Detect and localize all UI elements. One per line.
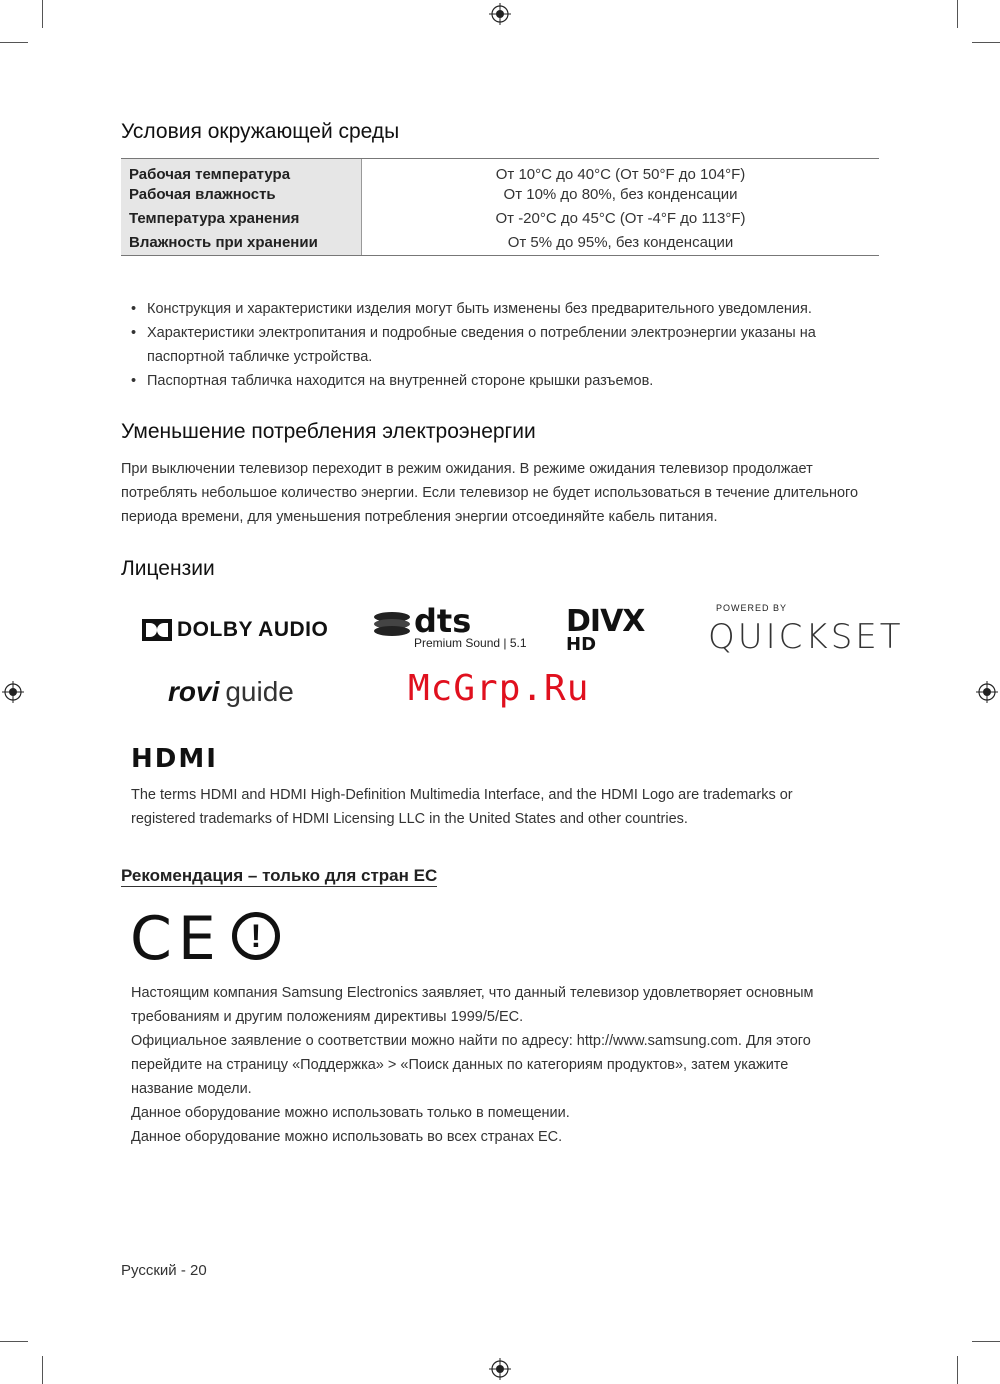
- hdmi-logo: [131, 744, 218, 774]
- rovi-brand: rovi: [168, 676, 220, 707]
- dolby-double-d-icon: [142, 619, 172, 641]
- divx-hd-text: HD: [566, 634, 597, 655]
- row-label: Влажность при хранении: [121, 231, 362, 255]
- crop-mark: [42, 0, 43, 28]
- hdmi-logo-text: HDMI: [131, 744, 218, 774]
- divx-hd-logo: [566, 604, 676, 656]
- eu-line: Официальное заявление о соответствии можно найти по адресу: http://www.samsung.com. Для этого перейдите на страницу «Поддержка» > «Поиск данных по категориям продуктов», затем укажите название модели.: [131, 1033, 811, 1097]
- quickset-powered-by: POWERED BY: [716, 603, 788, 613]
- crop-mark: [957, 0, 958, 28]
- ce-mark: [130, 904, 222, 974]
- hdmi-paragraph: The terms HDMI and HDMI High-Definition Multimedia Interface, and the HDMI Logo are trademarks or registered trademarks of HDMI Licensing LLC in the United States and other countries.: [131, 787, 793, 827]
- list-item: • Паспортная табличка находится на внутренней стороне крышки разъемов.: [131, 369, 871, 393]
- divx-text: DIVX: [566, 604, 645, 639]
- crop-mark: [0, 1341, 28, 1342]
- eu-line: Данное оборудование можно использовать во всех странах ЕС.: [131, 1129, 563, 1145]
- registration-mark-icon: [976, 681, 998, 703]
- row-value: От 10°C до 40°C (От 50°F до 104°F): [495, 166, 746, 183]
- eu-line: Настоящим компания Samsung Electronics заявляет, что данный телевизор удовлетворяет основным требованиям и другим положениям директивы 1999/5/EC.: [131, 985, 814, 1025]
- registration-mark-icon: [489, 3, 511, 25]
- dts-logo: [372, 602, 527, 654]
- row-value: От 10% до 80%, без конденсации: [503, 186, 738, 203]
- quickset-logo: [708, 603, 904, 658]
- alert-mark-text: !: [250, 918, 262, 954]
- table-row: [121, 207, 879, 231]
- environment-table: [121, 158, 879, 256]
- dts-subtitle: Premium Sound | 5.1: [414, 636, 527, 650]
- registration-mark-icon: [2, 681, 24, 703]
- list-item: • Конструкция и характеристики изделия могут быть изменены без предварительного уведомления.: [131, 297, 871, 321]
- list-item: • Характеристики электропитания и подробные сведения о потреблении электроэнергии указаны на паспортной табличке устройства.: [131, 321, 871, 369]
- row-label: Рабочая температура: [121, 159, 362, 183]
- section-title-eu: Рекомендация – только для стран ЕС: [121, 866, 438, 885]
- crop-mark: [957, 1356, 958, 1384]
- row-value: От -20°C до 45°C (От -4°F до 113°F): [495, 210, 746, 227]
- page-footer: Русский - 20: [121, 1262, 207, 1279]
- dolby-audio-logo: [142, 617, 328, 643]
- crop-mark: [42, 1356, 43, 1384]
- table-row: [121, 159, 879, 183]
- section-title-power: Уменьшение потребления электроэнергии: [121, 420, 536, 443]
- watermark: McGrp.Ru: [408, 668, 590, 709]
- table-row: [121, 183, 879, 207]
- crop-mark: [972, 42, 1000, 43]
- quickset-name: QUICKSET: [708, 617, 904, 657]
- section-title-environment: Условия окружающей среды: [121, 120, 400, 143]
- row-label: Рабочая влажность: [121, 183, 362, 207]
- registration-mark-icon: [489, 1358, 511, 1380]
- notes-list: [131, 297, 871, 393]
- dts-brand: dts: [414, 602, 472, 640]
- rovi-guide-text: guide: [225, 676, 294, 707]
- ce-mark-text: CE: [130, 904, 222, 974]
- eu-paragraphs: [131, 981, 851, 1149]
- crop-mark: [0, 42, 28, 43]
- dts-swoosh-icon: [372, 609, 412, 639]
- dolby-text: DOLBY AUDIO: [177, 618, 329, 641]
- row-value: От 5% до 95%, без конденсации: [507, 234, 734, 251]
- eu-line: Данное оборудование можно использовать только в помещении.: [131, 1105, 570, 1121]
- row-label: Температура хранения: [121, 207, 362, 231]
- table-row: [121, 231, 879, 255]
- power-paragraph: При выключении телевизор переходит в режим ожидания. В режиме ожидания телевизор продолжает потреблять небольшое количество энергии. Если телевизор не будет использоваться в течение длительного периода времени, для уменьшения потребления энергии отсоединяйте кабель питания.: [121, 461, 859, 525]
- section-title-licenses: Лицензии: [121, 557, 215, 580]
- crop-mark: [972, 1341, 1000, 1342]
- eu-title-wrapper: [121, 866, 437, 886]
- rovi-guide-logo: [168, 676, 294, 716]
- alert-mark-icon: [232, 912, 280, 960]
